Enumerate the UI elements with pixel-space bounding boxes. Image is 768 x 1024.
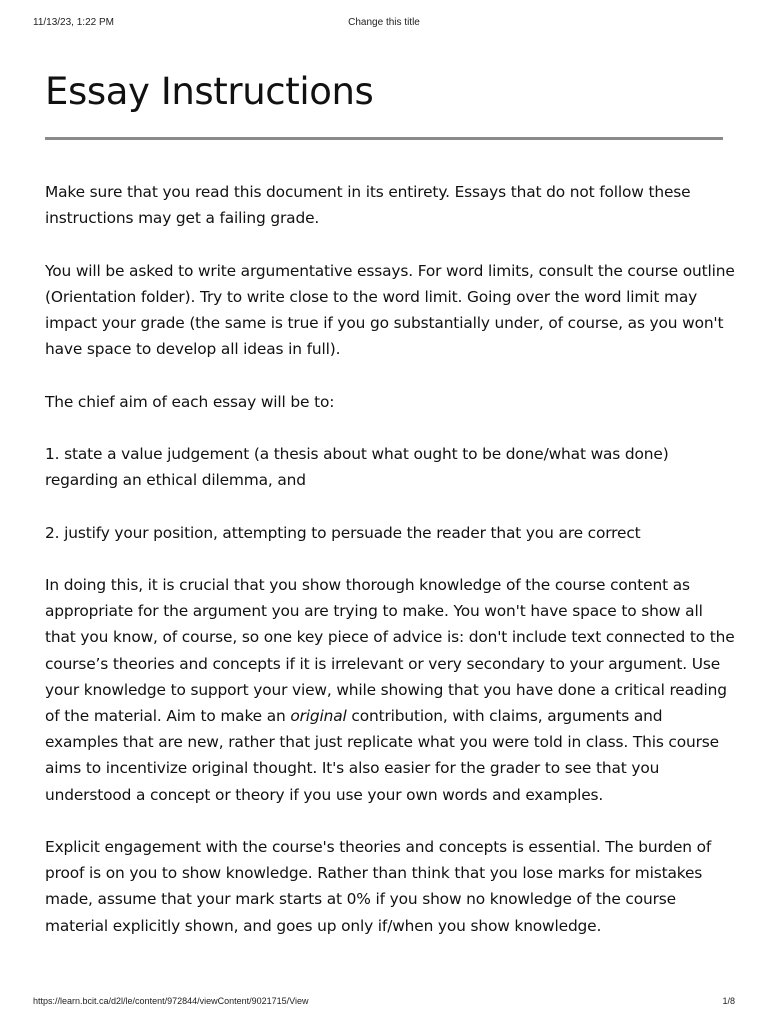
paragraph-word-limits: You will be asked to write argumentative essays. For word limits, consult the course outline (Orientation folder). Try to write close to the word limit. Going over the word limit may impact your grade (the same is true if you go substantially under, of course, as you won't have space to develop all ideas in full). <box>45 261 735 359</box>
paragraph-chief-aim: The chief aim of each essay will be to: <box>45 392 335 411</box>
list-item-justify-position: 2. justify your position, attempting to persuade the reader that you are correct <box>45 523 641 542</box>
paragraph-intro: Make sure that you read this document in its entirety. Essays that do not follow these instructions may get a failing grade. <box>45 183 691 228</box>
page-title: Essay Instructions <box>45 70 374 113</box>
print-url: https://learn.bcit.ca/d2l/le/content/972844/viewContent/9021715/View <box>33 996 309 1006</box>
title-divider <box>45 137 723 140</box>
print-datetime: 11/13/23, 1:22 PM <box>33 17 114 28</box>
print-header <box>33 17 735 31</box>
list-item-value-judgement: 1. state a value judgement (a thesis about what ought to be done/what was done) regarding an ethical dilemma, and <box>45 444 669 490</box>
document-body <box>45 179 735 965</box>
paragraph-course-knowledge-part1: In doing this, it is crucial that you show thorough knowledge of the course content as appropriate for the argument you are trying to make. You won't have space to show all that you know, of course, so one key piece of advice is: don't include text connected to the course’s theories and concepts if it is irrelevant or very secondary to your argument. Use your knowledge to support your view, while showing that you have done a critical reading of the material. Aim to make an <box>45 575 735 725</box>
print-page-title: Change this title <box>348 17 420 28</box>
emphasis-original: original <box>290 706 347 725</box>
paragraph-course-knowledge-part2: contribution, with claims, arguments and examples that are new, rather that just replicate what you were told in class. This course aims to incentivize original thought. It's also easier for the grader to see that you understood a concept or theory if you use your own words and examples. <box>45 706 719 804</box>
paragraph-course-knowledge <box>45 572 735 808</box>
page-number: 1/8 <box>722 996 735 1006</box>
print-footer <box>33 996 735 1010</box>
paragraph-explicit-engagement: Explicit engagement with the course's theories and concepts is essential. The burden of proof is on you to show knowledge. Rather than think that you lose marks for mistakes made, assume that your mark starts at 0% if you show no knowledge of the course material explicitly shown, and goes up only if/when you show knowledge. <box>45 837 712 935</box>
